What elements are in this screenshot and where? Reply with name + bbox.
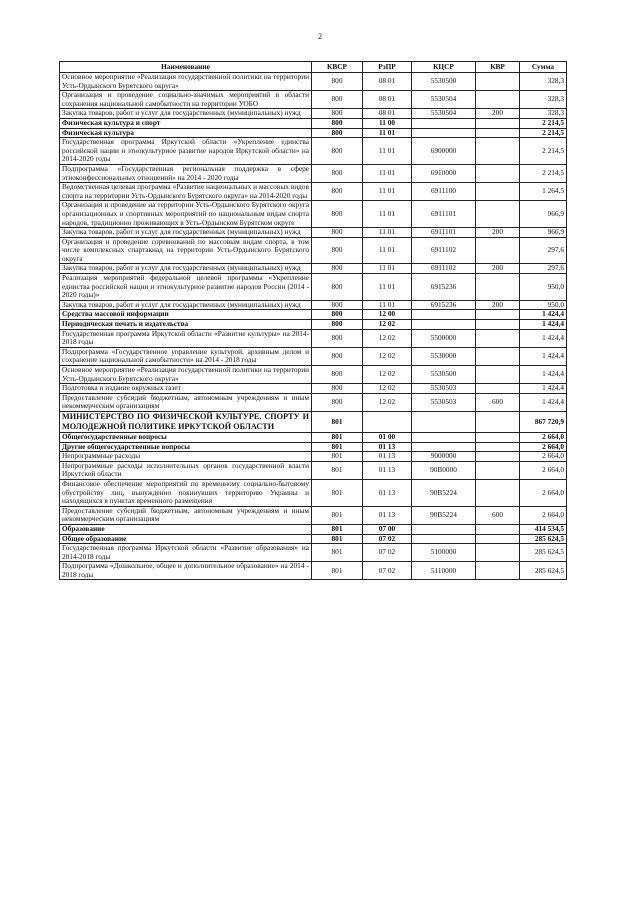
cell-sum: 285 624,5 xyxy=(520,544,567,562)
cell-kcsr xyxy=(412,310,476,320)
cell-sum: 297,6 xyxy=(520,264,567,274)
cell-kvr xyxy=(476,479,520,506)
cell-name: Государственная программа Иркутской области «Развитие образования» на 2014-2018 годы xyxy=(60,544,312,562)
header-name: Наименование xyxy=(60,62,312,73)
cell-name: Организация и проведение социально-значимых мероприятий в области сохранения национальной самобытности на территории УОБО xyxy=(60,91,312,109)
cell-kvr xyxy=(476,411,520,432)
header-kvr: КВР xyxy=(476,62,520,73)
cell-name: Подпрограмма «Государственная региональная поддержка в сфере этноконфессиональных отношений» на 2014 - 2020 годы xyxy=(60,164,312,182)
cell-sum: 1 424,4 xyxy=(520,347,567,365)
table-row xyxy=(60,274,567,301)
cell-name: Реализация мероприятий федеральной целевой программы «Укрепление единства российской нации и этнокультурное развитие народов России (2014 - 2020 годы)» xyxy=(60,274,312,301)
cell-kvr xyxy=(476,91,520,109)
cell-rzpr: 07 00 xyxy=(363,524,412,534)
cell-rzpr: 11 01 xyxy=(363,183,412,201)
cell-name: Организация и проведение соревнований по массовым видам спорта, в том числе комплексных спартакиад на территории Усть-Ордынского Бурятского округа xyxy=(60,237,312,264)
cell-kcsr: 9000000 xyxy=(412,452,476,462)
cell-kcsr: 90В5224 xyxy=(412,479,476,506)
cell-kcsr: 5530503 xyxy=(412,384,476,394)
cell-rzpr: 08 01 xyxy=(363,91,412,109)
cell-kvr xyxy=(476,442,520,452)
cell-name: Предоставление субсидий бюджетным, автономным учреждениям и иным некоммерческим организациям xyxy=(60,506,312,524)
cell-rzpr: 11 01 xyxy=(363,264,412,274)
table-row xyxy=(60,432,567,442)
cell-name: Подпрограмма «Дошкольное, общее и дополнительное образование» на 2014 - 2018 годы xyxy=(60,562,312,580)
cell-kvr xyxy=(476,384,520,394)
cell-rzpr: 01 13 xyxy=(363,442,412,452)
table-row xyxy=(60,237,567,264)
cell-kcsr: 5530500 xyxy=(412,73,476,91)
cell-rzpr: 12 02 xyxy=(363,329,412,347)
cell-kvsr: 801 xyxy=(312,452,363,462)
cell-rzpr: 11 01 xyxy=(363,164,412,182)
cell-sum: 1 424,4 xyxy=(520,310,567,320)
cell-kvsr: 800 xyxy=(312,128,363,138)
cell-rzpr: 12 02 xyxy=(363,393,412,411)
cell-kcsr: 6915236 xyxy=(412,274,476,301)
cell-kcsr xyxy=(412,524,476,534)
cell-rzpr: 08 01 xyxy=(363,109,412,119)
cell-sum: 950,0 xyxy=(520,300,567,310)
cell-kvsr: 801 xyxy=(312,534,363,544)
cell-kvr xyxy=(476,452,520,462)
cell-kvr xyxy=(476,562,520,580)
cell-kvsr: 800 xyxy=(312,393,363,411)
cell-rzpr: 12 02 xyxy=(363,320,412,330)
cell-kcsr: 5110000 xyxy=(412,562,476,580)
cell-kvsr: 801 xyxy=(312,544,363,562)
cell-kvr xyxy=(476,320,520,330)
cell-kvsr: 800 xyxy=(312,320,363,330)
cell-sum: 2 214,5 xyxy=(520,138,567,165)
cell-sum: 328,3 xyxy=(520,109,567,119)
cell-kvsr: 800 xyxy=(312,164,363,182)
cell-sum: 297,6 xyxy=(520,237,567,264)
cell-kvr xyxy=(476,128,520,138)
cell-name: Закупка товаров, работ и услуг для государственных (муниципальных) нужд xyxy=(60,300,312,310)
cell-sum: 2 664,0 xyxy=(520,452,567,462)
cell-kvsr: 801 xyxy=(312,411,363,432)
cell-kcsr: 90В0000 xyxy=(412,461,476,479)
table-row xyxy=(60,384,567,394)
cell-kvsr: 800 xyxy=(312,329,363,347)
table-row xyxy=(60,320,567,330)
cell-kcsr: 5530500 xyxy=(412,366,476,384)
cell-rzpr: 01 13 xyxy=(363,506,412,524)
cell-rzpr: 11 01 xyxy=(363,128,412,138)
cell-name: МИНИСТЕРСТВО ПО ФИЗИЧЕСКОЙ КУЛЬТУРЕ, СПОРТУ И МОЛОДЕЖНОЙ ПОЛИТИКЕ ИРКУТСКОЙ ОБЛАСТИ xyxy=(60,411,312,432)
table-row xyxy=(60,479,567,506)
cell-kvsr: 801 xyxy=(312,524,363,534)
cell-sum: 1 424,4 xyxy=(520,384,567,394)
table-row xyxy=(60,411,567,432)
table-row xyxy=(60,461,567,479)
cell-kvsr: 800 xyxy=(312,91,363,109)
cell-kvr xyxy=(476,73,520,91)
cell-kvsr: 801 xyxy=(312,479,363,506)
table-row xyxy=(60,329,567,347)
table-row xyxy=(60,544,567,562)
table-row xyxy=(60,138,567,165)
cell-sum: 414 534,5 xyxy=(520,524,567,534)
cell-name: Общегосударственные вопросы xyxy=(60,432,312,442)
cell-sum: 1 424,4 xyxy=(520,320,567,330)
cell-kcsr: 6910000 xyxy=(412,164,476,182)
cell-kcsr xyxy=(412,118,476,128)
cell-kvr xyxy=(476,138,520,165)
cell-kcsr: 5500000 xyxy=(412,329,476,347)
cell-sum: 1 424,4 xyxy=(520,329,567,347)
cell-sum: 1 424,4 xyxy=(520,393,567,411)
cell-kvsr: 801 xyxy=(312,562,363,580)
cell-kvsr: 801 xyxy=(312,442,363,452)
cell-name: Физическая культура и спорт xyxy=(60,118,312,128)
cell-kvsr: 801 xyxy=(312,461,363,479)
budget-table xyxy=(59,61,567,580)
cell-kvr xyxy=(476,237,520,264)
cell-name: Подготовка и издание окружных газет xyxy=(60,384,312,394)
cell-kcsr: 6900000 xyxy=(412,138,476,165)
cell-kcsr xyxy=(412,411,476,432)
table-row xyxy=(60,91,567,109)
cell-kvr xyxy=(476,118,520,128)
header-rzpr: РзПР xyxy=(363,62,412,73)
cell-rzpr: 07 02 xyxy=(363,544,412,562)
cell-kvr xyxy=(476,534,520,544)
cell-kvsr: 800 xyxy=(312,347,363,365)
cell-sum: 2 214,5 xyxy=(520,118,567,128)
cell-kcsr: 6911101 xyxy=(412,228,476,238)
cell-kvsr: 800 xyxy=(312,264,363,274)
table-row xyxy=(60,393,567,411)
cell-name: Общее образование xyxy=(60,534,312,544)
cell-kcsr: 6911102 xyxy=(412,237,476,264)
cell-kvsr: 800 xyxy=(312,118,363,128)
table-row xyxy=(60,228,567,238)
cell-rzpr: 11 01 xyxy=(363,237,412,264)
cell-kvr: 200 xyxy=(476,300,520,310)
cell-kvsr: 800 xyxy=(312,228,363,238)
cell-kvsr: 800 xyxy=(312,366,363,384)
cell-name: Непрограммные расходы xyxy=(60,452,312,462)
cell-name: Государственная программа Иркутской области «Развитие культуры» на 2014-2018 годы xyxy=(60,329,312,347)
cell-name: Непрограммные расходы исполнительных органов государственной власти Иркутской области xyxy=(60,461,312,479)
cell-rzpr: 11 01 xyxy=(363,201,412,228)
cell-kvsr: 800 xyxy=(312,384,363,394)
cell-kvr xyxy=(476,329,520,347)
table-row xyxy=(60,452,567,462)
cell-kcsr xyxy=(412,128,476,138)
cell-rzpr: 11 01 xyxy=(363,228,412,238)
cell-name: Основное мероприятие «Реализация государственной политики на территории Усть-Ордынского Бурятского округа» xyxy=(60,73,312,91)
page-number: 2 xyxy=(318,32,322,41)
cell-kvr: 600 xyxy=(476,506,520,524)
cell-name: Другие общегосударственные вопросы xyxy=(60,442,312,452)
cell-kcsr xyxy=(412,534,476,544)
cell-kvsr: 801 xyxy=(312,506,363,524)
table-row xyxy=(60,183,567,201)
cell-kvr xyxy=(476,432,520,442)
cell-kcsr: 6915236 xyxy=(412,300,476,310)
cell-rzpr: 01 13 xyxy=(363,452,412,462)
cell-kcsr xyxy=(412,432,476,442)
cell-kvr: 200 xyxy=(476,109,520,119)
cell-sum: 2 214,5 xyxy=(520,128,567,138)
cell-rzpr: 01 00 xyxy=(363,432,412,442)
cell-kcsr: 5100000 xyxy=(412,544,476,562)
cell-sum: 950,0 xyxy=(520,274,567,301)
cell-kcsr: 6911102 xyxy=(412,264,476,274)
cell-kvsr: 800 xyxy=(312,274,363,301)
cell-sum: 2 664,0 xyxy=(520,479,567,506)
cell-rzpr: 11 00 xyxy=(363,118,412,128)
cell-rzpr: 11 01 xyxy=(363,274,412,301)
cell-rzpr: 12 00 xyxy=(363,310,412,320)
cell-name: Организация и проведение на территории Усть-Ордынского Бурятского округа организационных и спортивных мероприятий по национальным видам спорта народов, традиционно проживающих в Усть-Ордынском Бурятском округе xyxy=(60,201,312,228)
cell-sum: 328,3 xyxy=(520,91,567,109)
cell-name: Закупка товаров, работ и услуг для государственных (муниципальных) нужд xyxy=(60,109,312,119)
cell-rzpr: 07 02 xyxy=(363,562,412,580)
cell-kcsr: 6911100 xyxy=(412,183,476,201)
cell-name: Основное мероприятие «Реализация государственной политики на территории Усть-Ордынского Бурятского округа» xyxy=(60,366,312,384)
cell-rzpr: 12 02 xyxy=(363,366,412,384)
cell-sum: 2 664,0 xyxy=(520,432,567,442)
table-header-row xyxy=(60,62,567,73)
cell-kvsr: 800 xyxy=(312,237,363,264)
header-kvsr: КВСР xyxy=(312,62,363,73)
header-sum: Сумма xyxy=(520,62,567,73)
cell-name: Финансовое обеспечение мероприятий по временному социально-бытовому обустройству лиц, вынужденно покинувших территорию Украины и находящихся в пунктах временного размещения xyxy=(60,479,312,506)
cell-kcsr: 6911101 xyxy=(412,201,476,228)
cell-kvsr: 800 xyxy=(312,109,363,119)
table-row xyxy=(60,164,567,182)
cell-kvr xyxy=(476,201,520,228)
cell-rzpr: 11 01 xyxy=(363,138,412,165)
cell-kvr xyxy=(476,347,520,365)
cell-kcsr: 5530504 xyxy=(412,109,476,119)
cell-name: Ведомственная целевая программа «Развитие национальных и массовых видов спорта на территории Усть-Ордынского Бурятского округа» на 2014-2020 годы xyxy=(60,183,312,201)
cell-kvr: 200 xyxy=(476,264,520,274)
cell-kvr xyxy=(476,274,520,301)
cell-name: Физическая культура xyxy=(60,128,312,138)
cell-rzpr: 12 02 xyxy=(363,347,412,365)
cell-kvsr: 800 xyxy=(312,138,363,165)
cell-sum: 285 624,5 xyxy=(520,562,567,580)
cell-name: Образование xyxy=(60,524,312,534)
table-row xyxy=(60,347,567,365)
cell-kvsr: 801 xyxy=(312,432,363,442)
cell-sum: 2 664,0 xyxy=(520,506,567,524)
cell-kvsr: 800 xyxy=(312,73,363,91)
cell-kvr xyxy=(476,544,520,562)
cell-sum: 966,9 xyxy=(520,228,567,238)
cell-kvr: 200 xyxy=(476,228,520,238)
cell-rzpr: 08 01 xyxy=(363,73,412,91)
cell-kvsr: 800 xyxy=(312,183,363,201)
cell-kvr xyxy=(476,524,520,534)
cell-sum: 285 624,5 xyxy=(520,534,567,544)
cell-kcsr xyxy=(412,320,476,330)
header-kcsr: КЦСР xyxy=(412,62,476,73)
table-row xyxy=(60,562,567,580)
cell-name: Средства массовой информации xyxy=(60,310,312,320)
cell-name: Закупка товаров, работ и услуг для государственных (муниципальных) нужд xyxy=(60,264,312,274)
table-row xyxy=(60,118,567,128)
cell-rzpr xyxy=(363,411,412,432)
cell-rzpr: 01 13 xyxy=(363,479,412,506)
cell-sum: 2 664,0 xyxy=(520,461,567,479)
cell-sum: 1 264,5 xyxy=(520,183,567,201)
cell-sum: 966,9 xyxy=(520,201,567,228)
cell-kcsr: 5530503 xyxy=(412,393,476,411)
cell-name: Закупка товаров, работ и услуг для государственных (муниципальных) нужд xyxy=(60,228,312,238)
table-row xyxy=(60,201,567,228)
cell-sum: 2 664,0 xyxy=(520,442,567,452)
cell-kcsr: 5530000 xyxy=(412,347,476,365)
cell-kvr xyxy=(476,183,520,201)
cell-kvr xyxy=(476,164,520,182)
cell-kvr: 600 xyxy=(476,393,520,411)
cell-kvsr: 800 xyxy=(312,310,363,320)
cell-kvsr: 800 xyxy=(312,300,363,310)
table-row xyxy=(60,366,567,384)
table-row xyxy=(60,73,567,91)
cell-rzpr: 01 13 xyxy=(363,461,412,479)
cell-sum: 1 424,4 xyxy=(520,366,567,384)
cell-sum: 2 214,5 xyxy=(520,164,567,182)
table-row xyxy=(60,506,567,524)
cell-kvr xyxy=(476,310,520,320)
cell-kvr xyxy=(476,366,520,384)
cell-rzpr: 11 01 xyxy=(363,300,412,310)
table-row xyxy=(60,524,567,534)
cell-sum: 867 720,9 xyxy=(520,411,567,432)
cell-kvr xyxy=(476,461,520,479)
cell-kvsr: 800 xyxy=(312,201,363,228)
cell-sum: 328,3 xyxy=(520,73,567,91)
cell-kcsr: 5530504 xyxy=(412,91,476,109)
cell-name: Государственная программа Иркутской области «Укрепление единства российской нации и этнокультурное развитие народов Иркутской области» на 2014-2020 годы xyxy=(60,138,312,165)
cell-name: Периодическая печать и издательства xyxy=(60,320,312,330)
cell-name: Предоставление субсидий бюджетным, автономным учреждениям и иным некоммерческим организациям xyxy=(60,393,312,411)
cell-rzpr: 12 02 xyxy=(363,384,412,394)
cell-name: Подпрограмма «Государственное управление культурой, архивным делом и сохранение национальной самобытности» на 2014 - 2018 годы xyxy=(60,347,312,365)
cell-rzpr: 07 02 xyxy=(363,534,412,544)
cell-kcsr: 90В5224 xyxy=(412,506,476,524)
